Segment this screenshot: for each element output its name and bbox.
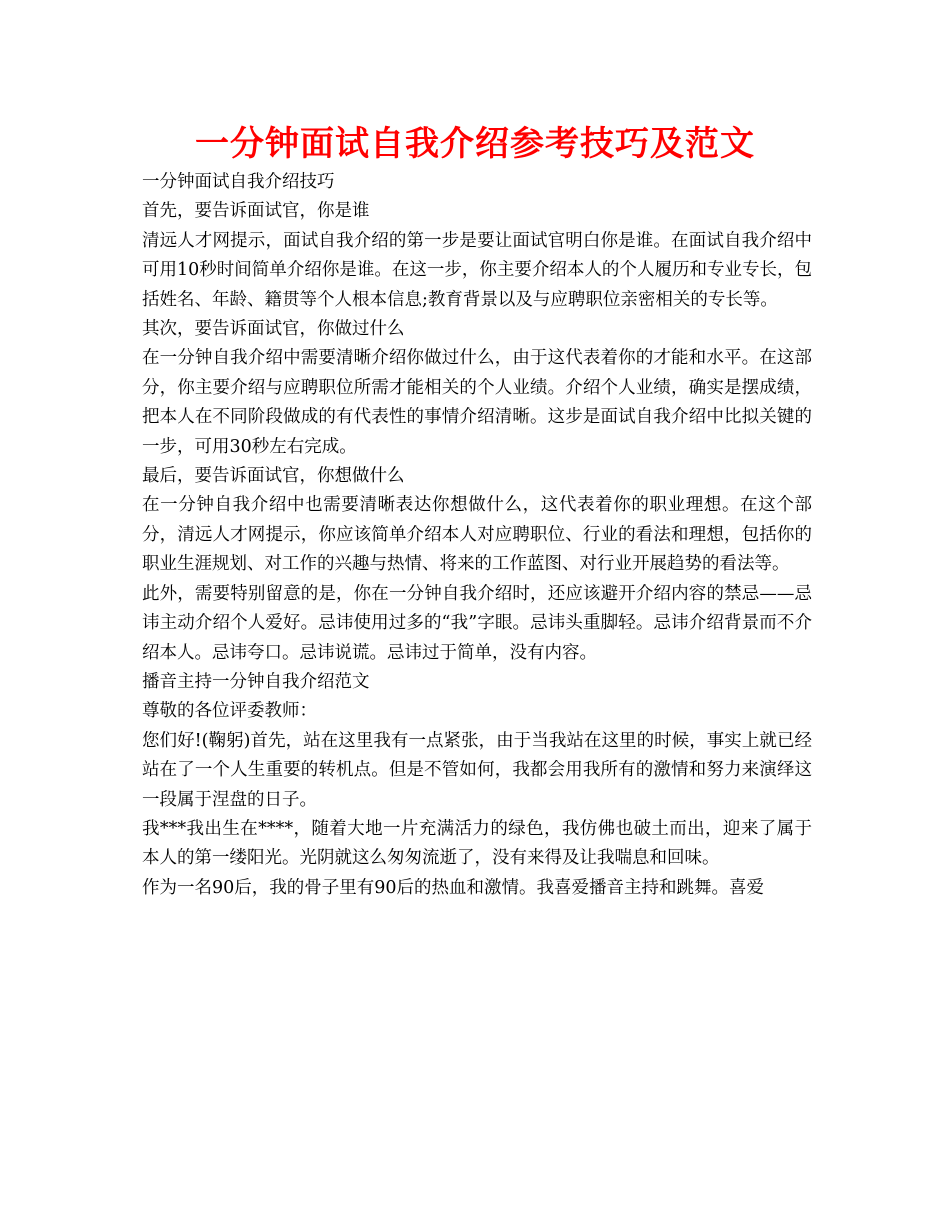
subheading: 最后，要告诉面试官，你想做什么	[142, 466, 405, 487]
subheading: 首先，要告诉面试官，你是谁	[142, 201, 370, 222]
document-title: 一分钟面试自我介绍参考技巧及范文	[195, 124, 755, 164]
body-paragraph: 此外，需要特别留意的是，你在一分钟自我介绍时，还应该避开介绍内容的禁忌——忌讳主动介绍个人爱好。忌讳使用过多的“我”字眼。忌讳头重脚轻。忌讳介绍背景而不介绍本人。忌讳夸口。忌讳说谎。忌讳过于简单，没有内容。	[142, 583, 812, 663]
body-paragraph: 清远人才网提示，面试自我介绍的第一步是要让面试官明白你是谁。在面试自我介绍中可用10秒时间简单介绍你是谁。在这一步，你主要介绍本人的个人履历和专业专长，包括姓名、年龄、籍贯等个人根本信息;教育背景以及与应聘职位亲密相关的专长等。	[142, 230, 812, 310]
body-paragraph: 我***我出生在****，随着大地一片充满活力的绿色，我仿佛也破土而出，迎来了属于本人的第一缕阳光。光阴就这么匆匆流逝了，没有来得及让我喘息和回味。	[142, 818, 812, 869]
salutation: 尊敬的各位评委教师：	[142, 701, 317, 722]
body-paragraph: 在一分钟自我介绍中也需要清晰表达你想做什么，这代表着你的职业理想。在这个部分，清远人才网提示，你应该简单介绍本人对应聘职位、行业的看法和理想，包括你的职业生涯规划、对工作的兴趣与热情、将来的工作蓝图、对行业开展趋势的看法等。	[142, 495, 812, 575]
section-heading: 播音主持一分钟自我介绍范文	[142, 671, 370, 692]
section-heading: 一分钟面试自我介绍技巧	[142, 172, 335, 192]
document-body	[142, 168, 812, 903]
subheading: 其次，要告诉面试官，你做过什么	[142, 319, 405, 340]
body-paragraph: 在一分钟自我介绍中需要清晰介绍你做过什么，由于这代表着你的才能和水平。在这部分，你主要介绍与应聘职位所需才能相关的个人业绩。介绍个人业绩，确实是摆成绩，把本人在不同阶段做成的有代表性的事情介绍清晰。这步是面试自我介绍中比拟关键的一步，可用30秒左右完成。	[142, 348, 812, 457]
body-paragraph: 您们好!(鞠躬)首先，站在这里我有一点紧张，由于当我站在这里的时候，事实上就已经站在了一个人生重要的转机点。但是不管如何，我都会用我所有的激情和努力来演绎这一段属于涅盘的日子。	[142, 730, 812, 810]
body-paragraph: 作为一名90后，我的骨子里有90后的热血和激情。我喜爱播音主持和跳舞。喜爱	[142, 877, 765, 898]
